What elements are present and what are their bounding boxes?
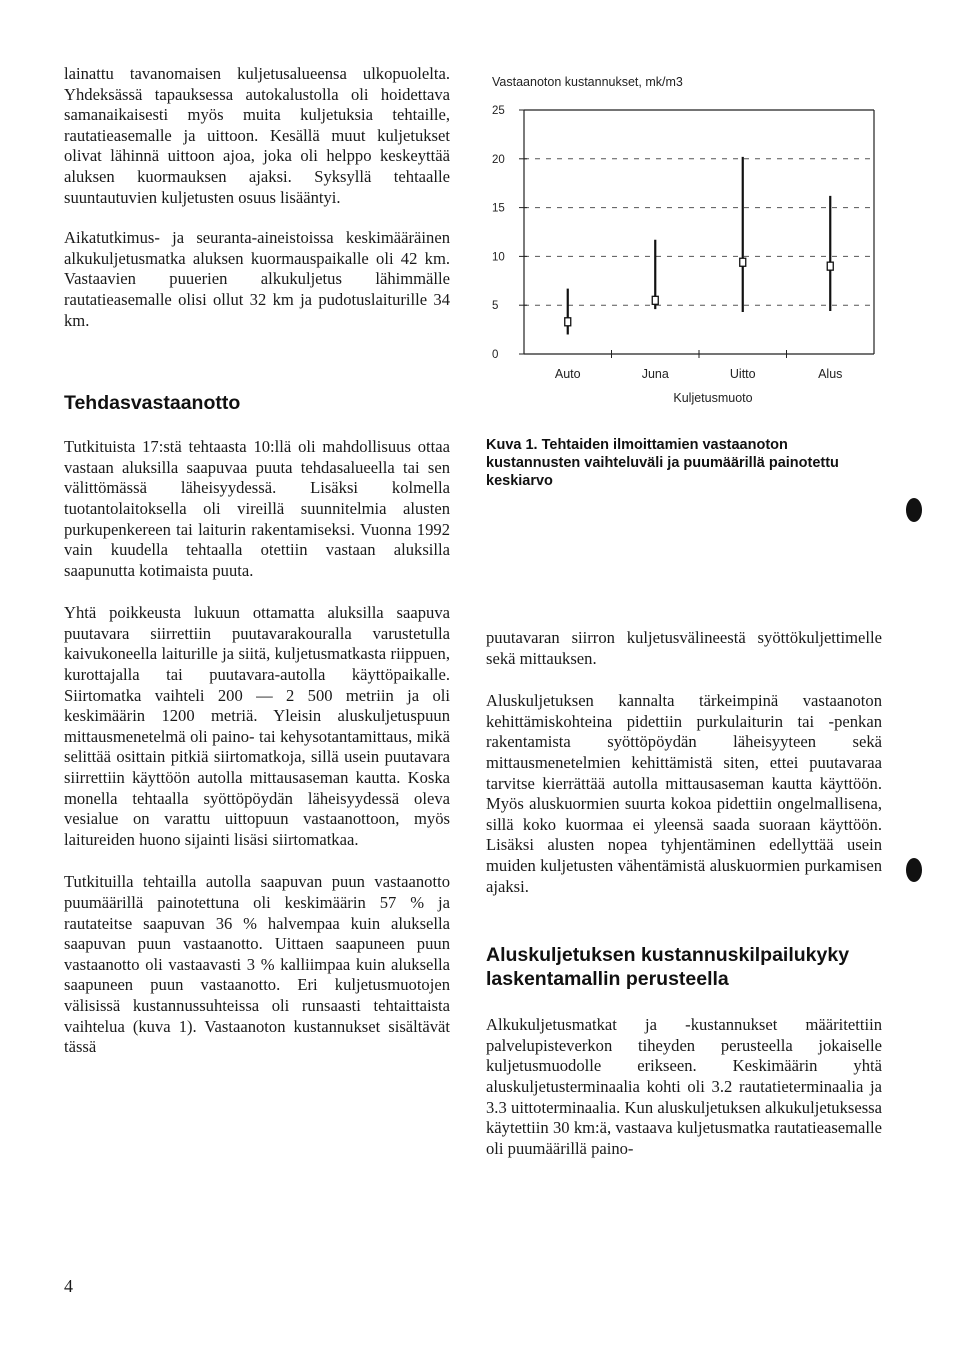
chart-axes bbox=[524, 110, 874, 354]
page-number: 4 bbox=[64, 1276, 73, 1296]
figure-caption: Kuva 1. Tehtaiden ilmoittamien vastaanoton kustannusten vaihteluväli ja puumäärillä painotettu keskiarvo bbox=[486, 437, 839, 489]
left-paragraph-2: Aikatutkimus- ja seuranta-aineistoissa keskimääräinen alkukuljetusmatka aluksen kuormauspaikalle oli 42 km. Vastaavien puuerien alkukuljetus lähimmälle rautatieasemalle olisi ollut 32 km ja pudotuslaiturille 34 km. bbox=[64, 228, 450, 330]
mean-marker-alus bbox=[827, 262, 833, 270]
y-tick-label-10: 10 bbox=[492, 251, 505, 264]
y-tick-label-5: 5 bbox=[492, 300, 499, 313]
mean-marker-juna bbox=[652, 296, 658, 304]
y-tick-label-20: 20 bbox=[492, 153, 505, 166]
cost-range-chart bbox=[486, 66, 886, 416]
x-tick-label-alus: Alus bbox=[818, 367, 843, 381]
right-column-text bbox=[486, 628, 882, 1159]
chart-gridlines bbox=[524, 159, 874, 305]
x-tick-label-auto: Auto bbox=[554, 367, 581, 381]
margin-dot-lower bbox=[906, 858, 922, 882]
chart-title: Vastaanoton kustannukset, mk/m3 bbox=[492, 75, 683, 89]
left-paragraph-3: Tutkituista 17:stä tehtaasta 10:llä oli mahdollisuus ottaa vastaan aluksilla saapuvaa puuta tehdasalueella tai sen välittömässä läheisyydessä. Lisäksi kolmella tuotantolaitoksella oli vireillä suunnitelmia alusten purkupenkereen tai laiturin rakentamiseksi. Vuonna 1992 vain kuudella tehtaalla otettiin vastaan aluksilla saapunutta kotimaista puuta. bbox=[64, 437, 450, 580]
y-tick-label-0: 0 bbox=[492, 349, 499, 361]
y-tick-label-25: 25 bbox=[492, 105, 505, 117]
left-paragraph-5: Tutkituilla tehtailla autolla saapuvan puun vastaanotto puumäärillä painotettuna oli keskimäärin 57 % ja rautateitse saapuvan 36 % halvempaa kuin aluksella saapuvan puun vastaanotto. Uittaen saapuneen puun vastaanotto oli vastaavasti 3 % kalliimpaa kuin aluksella saapuneen puun vastaanotto. Eri kuljetusmuotojen välisissä kustannussuhteissa oli runsaasti tehtaittaista vaihtelua (kuva 1). Vastaanoton kustannukset sisältävät tässä bbox=[64, 872, 450, 1057]
section-heading-tehdasvastaanotto: Tehdasvastaanotto bbox=[64, 392, 241, 415]
chart-y-ticks bbox=[492, 105, 527, 361]
mean-marker-uitto bbox=[740, 258, 746, 266]
right-paragraph-1: puutavaran siirron kuljetusvälineestä syöttökuljettimelle sekä mittauksen. bbox=[486, 628, 882, 668]
x-tick-label-uitto: Uitto bbox=[729, 367, 756, 381]
left-column bbox=[64, 64, 450, 1058]
section-heading-aluskuljetus: Aluskuljetuksen kustannuskilpailukyky laskentamallin perusteella bbox=[486, 944, 850, 991]
right-paragraph-3: Alkukuljetusmatkat ja -kustannukset määritettiin palvelupisteverkon tiheyden perusteella jokaiselle kuljetusmuodolle erikseen. Keskimäärin yhtä aluskuljetusterminaalia kohti oli 3.2 rautatieterminaalia ja 3.3 uittoterminaalia. Kun aluskuljetuksen alkukuljetuksessa käytettiin 30 km:ä, vastaava kuljetusmatka rautatieasemalle oli puumäärillä paino- bbox=[486, 1015, 882, 1158]
x-tick-label-juna: Juna bbox=[641, 367, 669, 381]
left-paragraph-4: Yhtä poikkeusta lukuun ottamatta aluksilla saapuva puutavara siirrettiin puutavarakouralla varustetulla kaivukoneella laiturille ja siitä, kuljetusmatkasta riippuen, kurottajalla tai puutavara-autolla käyttöpaikalle. Siirtomatka vaihteli 200 — 2 500 metriin ja oli keskimäärin 1200 metriä. Yleisin aluskuljetuspuun mittausmenetelmä oli paino- tai kehysotantamittaus, mikä selittää osittain pitkiä siirtomatkoja, sillä usein puutavara siirrettiin käyttöön autolla mittausaseman kautta. Koska monella tehtaalla syöttöpöydän läheisyydessä oleva vesialue on varattu uittopuun vastaanottoon, myös laitureiden huono sijainti lisäsi siirtomatkaa. bbox=[64, 603, 450, 849]
y-tick-label-15: 15 bbox=[492, 202, 505, 215]
margin-dot-upper bbox=[906, 498, 922, 522]
chart-marks bbox=[565, 157, 834, 335]
mean-marker-auto bbox=[565, 318, 571, 326]
chart-svg bbox=[486, 66, 886, 416]
chart-x-ticks bbox=[555, 350, 843, 381]
chart-x-axis-label: Kuljetusmuoto bbox=[673, 391, 753, 405]
right-paragraph-2: Aluskuljetuksen kannalta tärkeimpinä vastaanoton kehittämiskohteina pidettiin purkulaiturin tai -penkan rakentamista syöttöpöydän läheisyyteen sekä mittausmenetelmien kehittämistä siten, ettei puutavaraa tarvitse kierrättää autolla mittausaseman kautta käyttöön. Myös aluskuormien suurta kokoa pidettiin ongelmallisena, sillä koko kuormaa ei yleensä saada suoraan käyttöön. Lisäksi alusten nopea tyhjentäminen edellyttää usein muiden kuljetusten vähentämistä aluskuormien purkamisen ajaksi. bbox=[486, 691, 882, 896]
left-paragraph-1: lainattu tavanomaisen kuljetusalueensa ulkopuolelta. Yhdeksässä tapauksessa autokalustolla oli hoidettava samanaikaisesti myös muita kuljetuksia tehtaille, rautatieasemalle ja uittoon. Kesällä muut kuljetukset olivat lähinnä uittoon ajoa, joka oli helppo keskeyttää aluksen kuormauksen ajaksi. Syksyllä tehtaalle suuntautuvien kuljetusten osuus lisääntyi. bbox=[64, 64, 450, 207]
